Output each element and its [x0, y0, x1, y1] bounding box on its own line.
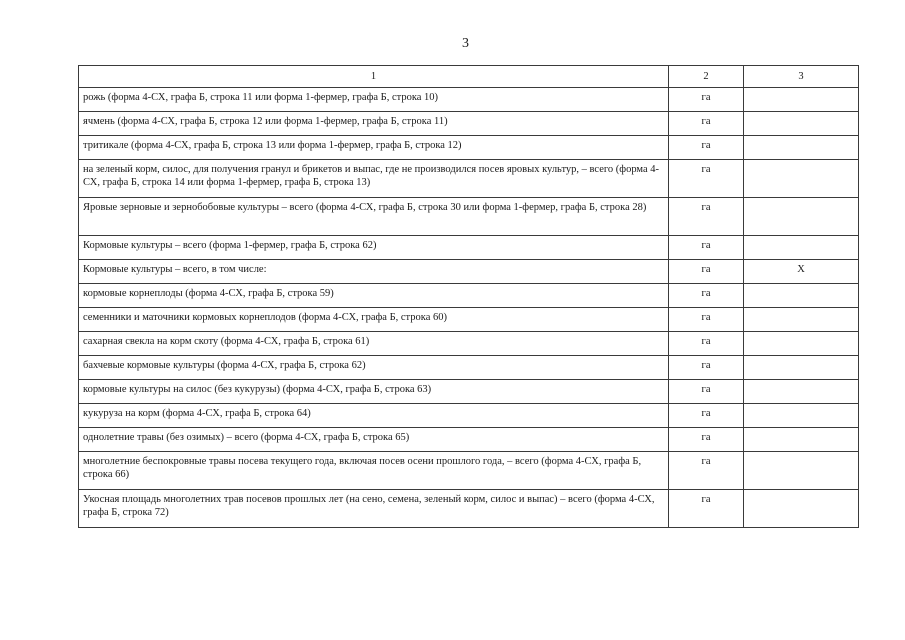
page-number: 3	[462, 36, 469, 51]
row-unit: га	[669, 490, 744, 528]
row-unit: га	[669, 260, 744, 284]
row-label: кукуруза на корм (форма 4-СХ, графа Б, строка 64)	[79, 404, 669, 428]
row-unit: га	[669, 284, 744, 308]
table-row	[79, 428, 859, 452]
row-label: Кормовые культуры – всего, в том числе:	[79, 260, 669, 284]
row-value[interactable]	[744, 380, 859, 404]
row-label: Кормовые культуры – всего (форма 1-фермер, графа Б, строка 62)	[79, 236, 669, 260]
row-label: сахарная свекла на корм скоту (форма 4-СХ, графа Б, строка 61)	[79, 332, 669, 356]
row-label: бахчевые кормовые культуры (форма 4-СХ, графа Б, строка 62)	[79, 356, 669, 380]
table-row	[79, 356, 859, 380]
table-row	[79, 112, 859, 136]
table-header-row	[79, 66, 859, 88]
row-value[interactable]	[744, 404, 859, 428]
table-row	[79, 260, 859, 284]
row-label: кормовые корнеплоды (форма 4-СХ, графа Б, строка 59)	[79, 284, 669, 308]
row-label: тритикале (форма 4-СХ, графа Б, строка 13 или форма 1-фермер, графа Б, строка 12)	[79, 136, 669, 160]
table-row	[79, 490, 859, 528]
row-unit: га	[669, 88, 744, 112]
row-label: рожь (форма 4-СХ, графа Б, строка 11 или форма 1-фермер, графа Б, строка 10)	[79, 88, 669, 112]
table-row	[79, 284, 859, 308]
row-unit: га	[669, 380, 744, 404]
row-label: Укосная площадь многолетних трав посевов прошлых лет (на сено, семена, зеленый корм, силос и выпас) – всего (форма 4-СХ, графа Б, строка 72)	[79, 490, 669, 528]
row-value[interactable]	[744, 88, 859, 112]
column-header: 3	[744, 66, 859, 88]
table-row	[79, 136, 859, 160]
row-unit: га	[669, 404, 744, 428]
row-value[interactable]	[744, 356, 859, 380]
row-label: ячмень (форма 4-СХ, графа Б, строка 12 или форма 1-фермер, графа Б, строка 11)	[79, 112, 669, 136]
row-value[interactable]: X	[744, 260, 859, 284]
row-value[interactable]	[744, 198, 859, 236]
row-unit: га	[669, 332, 744, 356]
row-value[interactable]	[744, 112, 859, 136]
form-table	[78, 65, 859, 528]
row-value[interactable]	[744, 236, 859, 260]
row-unit: га	[669, 308, 744, 332]
table-row	[79, 198, 859, 236]
table-row	[79, 88, 859, 112]
table-row	[79, 308, 859, 332]
row-value[interactable]	[744, 160, 859, 198]
row-value[interactable]	[744, 490, 859, 528]
row-unit: га	[669, 452, 744, 490]
row-unit: га	[669, 160, 744, 198]
row-unit: га	[669, 356, 744, 380]
table-row	[79, 380, 859, 404]
row-value[interactable]	[744, 284, 859, 308]
column-header: 1	[79, 66, 669, 88]
row-label: многолетние беспокровные травы посева текущего года, включая посев осени прошлого года, – всего (форма 4-СХ, графа Б, строка 66)	[79, 452, 669, 490]
column-header: 2	[669, 66, 744, 88]
row-unit: га	[669, 236, 744, 260]
row-value[interactable]	[744, 428, 859, 452]
table-row	[79, 452, 859, 490]
row-label: Яровые зерновые и зернобобовые культуры – всего (форма 4-СХ, графа Б, строка 30 или форма 1-фермер, графа Б, строка 28)	[79, 198, 669, 236]
row-label: кормовые культуры на силос (без кукурузы) (форма 4-СХ, графа Б, строка 63)	[79, 380, 669, 404]
row-label: на зеленый корм, силос, для получения гранул и брикетов и выпас, где не производился посев яровых культур, – всего (форма 4-СХ, графа Б, строка 14 или форма 1-фермер, графа Б, строка 13)	[79, 160, 669, 198]
table-row	[79, 332, 859, 356]
row-label: однолетние травы (без озимых) – всего (форма 4-СХ, графа Б, строка 65)	[79, 428, 669, 452]
table-row	[79, 404, 859, 428]
row-value[interactable]	[744, 452, 859, 490]
table-row	[79, 160, 859, 198]
row-unit: га	[669, 112, 744, 136]
table-row	[79, 236, 859, 260]
row-unit: га	[669, 428, 744, 452]
row-value[interactable]	[744, 136, 859, 160]
row-unit: га	[669, 198, 744, 236]
row-label: семенники и маточники кормовых корнеплодов (форма 4-СХ, графа Б, строка 60)	[79, 308, 669, 332]
row-unit: га	[669, 136, 744, 160]
row-value[interactable]	[744, 332, 859, 356]
row-value[interactable]	[744, 308, 859, 332]
